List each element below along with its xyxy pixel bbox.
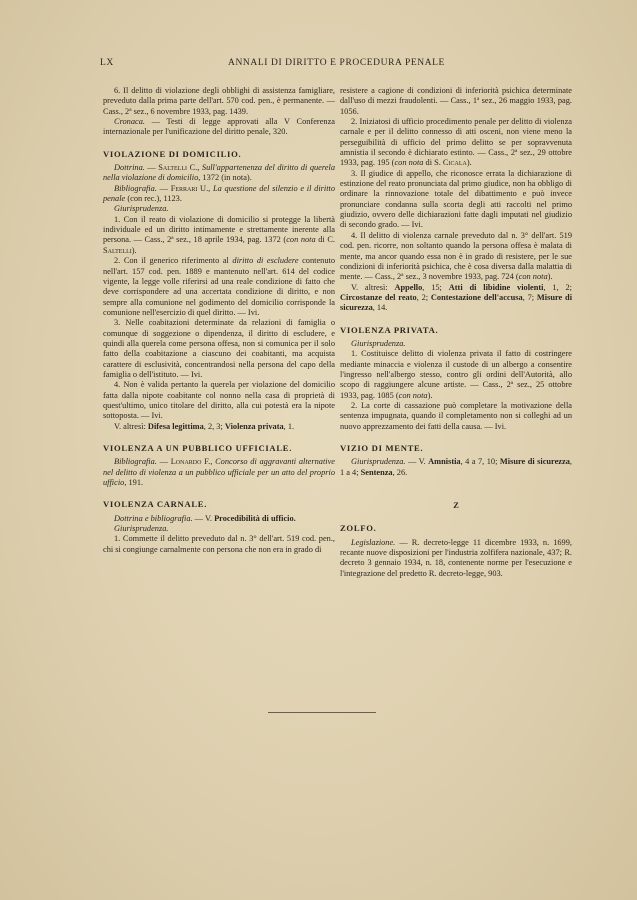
paragraph [103, 184, 335, 205]
paragraph: 3. Nelle coabitazioni determinate da relazioni di famiglia o comunque di soggezione o dipendenza, il diritto di escludere, e quindi alla querela come persona offesa, non si comunica per il solo fatto della coabitazione a ciascuno dei coabitanti, ma acquista carattere di esclusività, concentrandosi nella persona del capo della famiglia o dell'istituto. — Ivi. [103, 318, 335, 379]
section-heading-violenza-carnale: VIOLENZA CARNALE. [103, 499, 208, 510]
label: Giurisprudenza. [114, 204, 169, 214]
paragraph: 4. Non è valida pertanto la querela per violazione del domicilio fatta dalla nipote coabitante col nonno nella casa di proprietà di quest'ultimo, unico titolare del diritto, alla cui potestà era la nipote sottoposta. — Ivi. [103, 380, 335, 421]
text: 2. Con il generico riferimento al [114, 256, 233, 266]
reference: Violenza privata [224, 421, 284, 431]
left-column [103, 86, 335, 555]
text: , 1372 (in nota). [198, 173, 252, 183]
text: di S. [423, 158, 443, 168]
paragraph [103, 204, 335, 214]
text: — V. [405, 457, 429, 467]
text: 1. Costituisce delitto di violenza privata il fatto di costringere mediante minaccia e violenza il custode di un albergo a consentire l'ingresso nell'albergo stesso, contro gli ordini dell'Autorità, allo scopo di raggiungere alcune artiste. — Cass., 2ª sez., 25 ottobre 1933, pag. 1085 ( [340, 349, 572, 400]
reference: Sentenza [360, 467, 393, 477]
paragraph [103, 457, 335, 488]
section-heading-violenza-pubblico-ufficiale: VIOLENZA A UN PUBBLICO UFFICIALE. [103, 443, 293, 453]
text: , 2, 3; [203, 421, 225, 431]
paragraph: 1. Commette il delitto preveduto dal n. 3° dell'art. 519 cod. pen., chi si congiunge carnalmente con persona che non era in grado di [103, 534, 335, 554]
text: di C. [315, 235, 335, 245]
text: , 1. [283, 421, 295, 431]
text: con nota [398, 390, 428, 400]
text: 1. Con il reato di violazione di domicilio si protegge la libertà individuale ed un diritto intimamente e strettamente inerente alla persona. — Cass., 2ª sez., 18 aprile 1934, pag. 1372 ( [103, 214, 335, 245]
reference: Circostanze del reato [340, 292, 417, 302]
paragraph [340, 117, 572, 169]
text: ). [547, 272, 553, 282]
text: con nota [394, 158, 424, 168]
text: con nota [518, 272, 548, 282]
text: — R. decreto-legge 11 dicembre 1933, n. 1699, recante nuove disposizioni per l'industria zolfifera nazionale, 437; R. decreto 3 gennaio 1934, n. 18, contenente norme per l'esecuzione e l'integrazione del predetto R. decreto-legge, 903. [340, 537, 572, 578]
paragraph [340, 538, 572, 579]
paragraph [340, 457, 572, 478]
text: , 15; [422, 282, 449, 292]
label: Giurisprudenza. [351, 338, 406, 348]
section-heading-violazione-domicilio: VIOLAZIONE DI DOMICILIO. [103, 148, 242, 159]
text: — [156, 457, 171, 467]
label: Giurisprudenza. [351, 457, 406, 467]
paragraph [103, 256, 335, 318]
reference: Appello [394, 282, 423, 292]
text: , 1, 2; [543, 282, 573, 292]
paragraph [340, 339, 572, 349]
text: ). [427, 390, 433, 400]
section-heading-zolfo: ZOLFO. [340, 523, 377, 534]
cross-reference [103, 422, 335, 432]
label: Bibliografia. [114, 183, 157, 193]
text: V. altresì: [351, 282, 395, 292]
work-title: La questione del silenzio e il diritto penale [103, 183, 336, 204]
text: V. altresì: [114, 421, 148, 431]
author: Lonardo F. [170, 457, 211, 467]
reference: Amnistia [428, 457, 461, 467]
reference: Difesa legittima [147, 421, 204, 431]
paragraph [103, 215, 335, 256]
text: , 26. [392, 467, 408, 477]
work-title: Concorso di aggravanti alternative nel delitto di violenza a un pubblico ufficiale per un atto del proprio ufficio [103, 457, 335, 488]
running-title: ANNALI DI DIRITTO E PROCEDURA PENALE [228, 58, 445, 68]
text: 4. Il delitto di violenza carnale preveduto dal n. 3° dell'art. 519 cod. pen. ricorre, non soltanto quando la persona offesa è malata di mente, ma ancor quando essa non è in grado di resistere, per le sue condizioni di inferiorità psichica, che è cosa diversa dalla malattia di mente. — Cass., 2ª sez., 3 novembre 1933, pag. 724 ( [340, 230, 572, 282]
text: , 7; [522, 292, 537, 302]
label: Dottrina. [114, 163, 145, 173]
page-number: LX [100, 58, 114, 68]
paragraph: resistere a cagione di condizioni di inferiorità psichica determinate dall'uso di mezzi fraudolenti. — Cass., 1ª sez., 26 maggio 1933, pag. 1056. [340, 86, 572, 116]
end-rule [268, 712, 376, 713]
text: ). [131, 245, 137, 255]
text: 2. Iniziatosi di ufficio procedimento penale per delitto di violenza carnale e per il delitto connesso di atti osceni, non viene meno la perseguibilità di ufficio del primo delitto se per sopravvenuta amnistia il secondo è dichiarato estinto. — Cass., 2ª sez., 29 ottobre 1933, pag. 195 ( [340, 117, 572, 168]
paragraph: 3. Il giudice di appello, che riconosce errata la dichiarazione di estinzione del reato pronunciata dal primo giudice, non ha obbligo di ordinare la rinnovazione totale del dibattimento e può invece pronunciare condanna sulla scorta degli atti raccolti nel primo giudizio, ovvero delle dichiarazioni fatte dagli imputati nel giudizio di secondo grado. — Ivi. [340, 168, 572, 230]
cross-reference [340, 283, 572, 314]
label: Legislazione. [351, 537, 396, 547]
author: Saltelli [103, 245, 132, 255]
text: con nota [286, 235, 316, 245]
text: , 4 a 7, 10; [460, 457, 500, 467]
text: , 2; [416, 292, 431, 302]
reference: Contestazione dell'accusa [430, 292, 523, 302]
right-column [340, 86, 572, 579]
text: , 191. [124, 478, 144, 488]
label: Dottrina e bibliografia. [114, 513, 193, 523]
text: , 1 a 4; [340, 457, 572, 477]
author: Cicala [442, 158, 467, 168]
paragraph [340, 231, 572, 283]
paragraph [103, 117, 335, 138]
text: — Testi di legge approvati alla V Conferenza internazionale per l'unificazione del diritto penale, 320. [103, 117, 335, 137]
text: diritto di escludere [232, 256, 299, 266]
paragraph [103, 163, 335, 184]
reference: Procedibilità di ufficio. [214, 513, 296, 523]
text: — [144, 163, 159, 173]
alphabet-letter-heading: Z [453, 501, 459, 511]
paragraph: 2. La corte di cassazione può completare la motivazione della sentenza impugnata, quando il completamento non si colleghi ad un nuovo apprezzamento dei fatti della causa. — Ivi. [340, 400, 572, 431]
text: — [156, 183, 171, 193]
reference: Atti di libidine violenti [448, 282, 544, 292]
work-title: Sull'appartenenza del diritto di querela nella violazione di domicilio [103, 163, 336, 183]
paragraph [103, 524, 335, 534]
paragraph [340, 349, 572, 401]
text: , [208, 183, 213, 193]
label: Bibliografia. [114, 457, 157, 467]
section-heading-violenza-privata: VIOLENZA PRIVATA. [340, 324, 439, 335]
author: Ferrari U. [170, 183, 209, 193]
reference: Misure di sicurezza [499, 457, 570, 467]
paragraph [103, 514, 335, 524]
reference: Misure di sicurezza [340, 292, 573, 313]
text: , 14. [372, 303, 388, 313]
author: Saltelli C. [158, 163, 198, 173]
text: contenuto nell'art. 157 cod. pen. 1889 e mantenuto nell'art. 614 del codice vigente, la legge volle riferirsi ad una reale condizione di fatto che deve corrispondere ad una accertata condizione di diritto, e non sempre alla comunione nel godimento del domicilio corrisponde la comunione nell'esercizio di quel diritto. — Ivi. [103, 256, 335, 317]
section-heading-vizio-di-mente: VIZIO DI MENTE. [340, 443, 424, 453]
text: ). [466, 158, 472, 168]
label: Giurisprudenza. [114, 524, 169, 534]
text: — V. [192, 513, 215, 523]
text: , [197, 163, 202, 173]
label: Cronaca. [114, 117, 145, 127]
paragraph: 6. Il delitto di violazione degli obblighi di assistenza famigliare, preveduto dalla prima parte dell'art. 570 cod. pen., è permanente. — Cass., 2ª sez., 6 novembre 1933, pag. 1439. [103, 86, 335, 116]
text: , [210, 457, 216, 467]
text: (con rec.), 1123. [125, 194, 182, 204]
